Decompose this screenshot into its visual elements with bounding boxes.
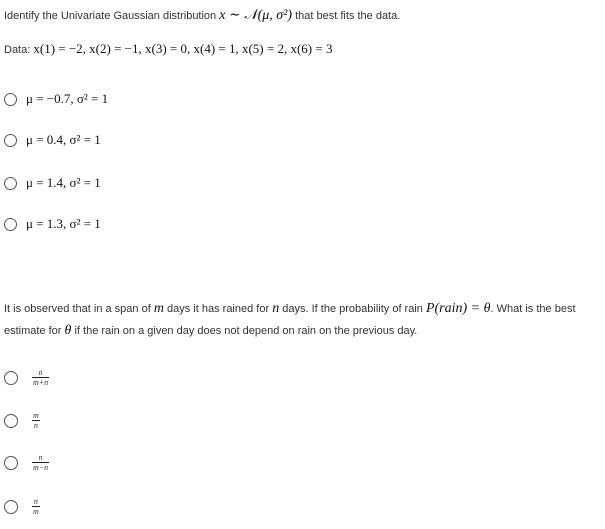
q2-text-1: It is observed that in a span of xyxy=(4,303,151,315)
radio-button[interactable] xyxy=(4,218,17,231)
q1-option-1[interactable] xyxy=(4,91,108,107)
q2-option-2[interactable] xyxy=(4,411,40,430)
denominator: m xyxy=(33,507,39,516)
var-m: m xyxy=(153,301,164,316)
question-1-prompt-suffix: that best fits the data. xyxy=(295,10,401,22)
q2-option-3-fraction xyxy=(32,453,49,472)
denominator: m−n xyxy=(33,463,49,472)
radio-button[interactable] xyxy=(4,456,18,470)
radio-button[interactable] xyxy=(4,500,18,514)
q2-option-4[interactable] xyxy=(4,497,40,516)
q2-option-1-fraction xyxy=(32,368,49,387)
question-1-data xyxy=(4,41,332,57)
q1-option-2-label: μ = 0.4, σ² = 1 xyxy=(26,132,101,147)
question-1-prompt-prefix: Identify the Univariate Gaussian distribution xyxy=(4,10,217,22)
numerator: n xyxy=(33,497,38,506)
radio-button[interactable] xyxy=(4,177,17,190)
q1-option-4[interactable] xyxy=(4,216,101,232)
q1-option-4-label: μ = 1.3, σ² = 1 xyxy=(26,216,101,231)
data-label: Data: xyxy=(4,44,31,56)
q2-text-5: if the rain on a given day does not depend on rain on the previous day. xyxy=(74,325,418,337)
q2-text-2: days it has rained for xyxy=(167,303,270,315)
q1-option-3-label: μ = 1.4, σ² = 1 xyxy=(26,175,101,190)
numerator: m xyxy=(33,411,39,420)
q2-option-4-fraction xyxy=(32,497,40,516)
numerator: n xyxy=(38,368,43,377)
q2-option-1[interactable] xyxy=(4,368,49,387)
q1-option-2[interactable] xyxy=(4,132,101,148)
radio-button[interactable] xyxy=(4,134,17,147)
question-1-prompt xyxy=(4,7,400,24)
denominator: m+n xyxy=(33,378,49,387)
numerator: n xyxy=(38,453,43,462)
radio-button[interactable] xyxy=(4,414,18,428)
question-2-prompt xyxy=(4,298,601,342)
q2-option-2-fraction xyxy=(32,411,40,430)
q2-text-3: days. If the probability of rain xyxy=(282,303,423,315)
data-values: x(1) = −2, x(2) = −1, x(3) = 0, x(4) = 1, x(5) = 2, x(6) = 3 xyxy=(33,41,333,56)
q1-option-1-label: μ = −0.7, σ² = 1 xyxy=(26,91,109,106)
q1-option-3[interactable] xyxy=(4,175,101,191)
q2-option-3[interactable] xyxy=(4,453,49,472)
var-n: n xyxy=(272,301,280,316)
prob-expression: P(rain) = θ xyxy=(425,301,491,316)
distribution-formula: x ∼ 𝒩(μ, σ²) xyxy=(219,8,293,23)
radio-button[interactable] xyxy=(4,93,17,106)
radio-button[interactable] xyxy=(4,371,18,385)
denominator: n xyxy=(33,421,38,430)
var-theta: θ xyxy=(64,323,72,338)
q2-text-4: . What is the best estimate for xyxy=(4,303,576,337)
